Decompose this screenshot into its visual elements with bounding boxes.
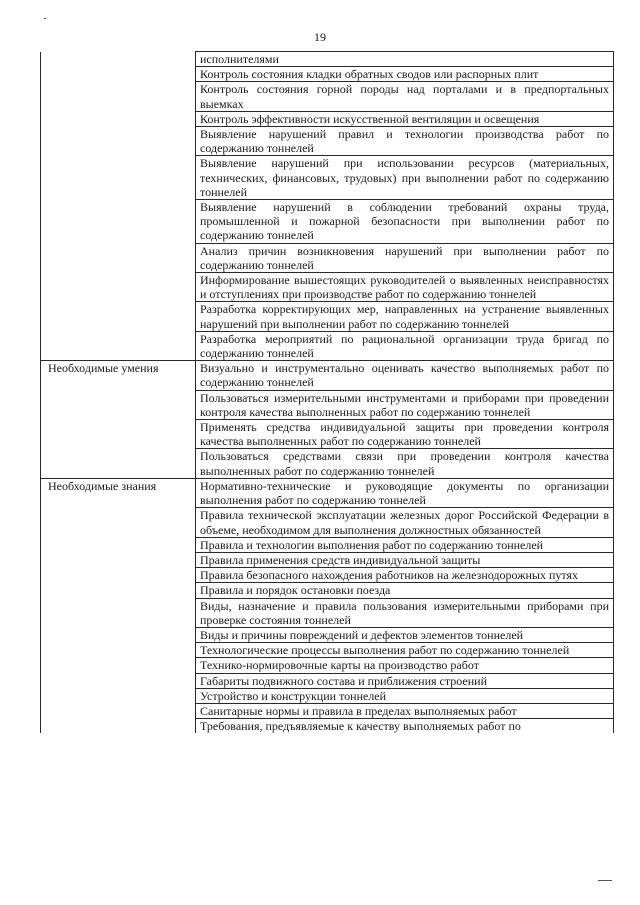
section-label-cell	[41, 703, 196, 718]
table-row	[41, 273, 614, 302]
section-label-cell	[41, 537, 196, 552]
section-label-cell	[41, 673, 196, 688]
section-label-cell	[41, 82, 196, 111]
section-label-cell	[41, 583, 196, 598]
table-row	[41, 598, 614, 627]
scan-speck	[598, 880, 612, 881]
requirement-item: Требования, предъявляемые к качеству выполняемых работ по	[196, 719, 614, 734]
section-label-cell	[41, 273, 196, 302]
requirement-item: Выявление нарушений правил и технологии производства работ по содержанию тоннелей	[196, 127, 614, 156]
section-label-cell	[41, 719, 196, 734]
requirement-item: Пользоваться измерительными инструментами и приборами при проведении контроля качества выполненных работ по содержанию тоннелей	[196, 390, 614, 419]
requirement-item: Разработка корректирующих мер, направленных на устранение выявленных нарушений при выполнении работ по содержанию тоннелей	[196, 302, 614, 331]
requirement-item: Контроль эффективности искусственной вентиляции и освещения	[196, 111, 614, 126]
section-label-cell	[41, 331, 196, 360]
section-label-cell	[41, 568, 196, 583]
requirement-item: Устройство и конструкции тоннелей	[196, 688, 614, 703]
section-label-cell	[41, 643, 196, 658]
table-row	[41, 390, 614, 419]
page-number: 19	[314, 30, 326, 44]
requirement-item: Правила применения средств индивидуальной защиты	[196, 552, 614, 567]
requirement-item: Контроль состояния кладки обратных сводов или распорных плит	[196, 67, 614, 82]
section-label-cell	[41, 200, 196, 244]
section-label-cell	[41, 508, 196, 537]
requirement-item: Виды, назначение и правила пользования измерительными приборами при проверке состояния тоннелей	[196, 598, 614, 627]
table-row	[41, 302, 614, 331]
table-row	[41, 111, 614, 126]
section-label-cell	[41, 449, 196, 478]
table-row	[41, 583, 614, 598]
requirement-item: исполнителями	[196, 52, 614, 67]
table-row	[41, 127, 614, 156]
requirement-item: Разработка мероприятий по рациональной организации труда бригад по содержанию тоннелей	[196, 331, 614, 360]
requirement-item: Визуально и инструментально оценивать качество выполняемых работ по содержанию тоннелей	[196, 361, 614, 390]
requirement-item: Габариты подвижного состава и приближения строений	[196, 673, 614, 688]
requirement-item: Применять средства индивидуальной защиты при проведении контроля качества выполненных работ по содержанию тоннелей	[196, 420, 614, 449]
requirement-item: Информирование вышестоящих руководителей о выявленных неисправностях и отступлениях при производстве работ по содержанию тоннелей	[196, 273, 614, 302]
table-row	[41, 243, 614, 272]
requirement-item: Виды и причины повреждений и дефектов элементов тоннелей	[196, 627, 614, 642]
requirements-table	[40, 51, 614, 733]
section-label-cell	[41, 52, 196, 67]
table-row	[41, 719, 614, 734]
requirement-item: Правила и технологии выполнения работ по содержанию тоннелей	[196, 537, 614, 552]
requirement-item: Правила безопасного нахождения работников на железнодорожных путях	[196, 568, 614, 583]
requirement-item: Правила и порядок остановки поезда	[196, 583, 614, 598]
requirement-item: Правила технической эксплуатации железных дорог Российской Федерации в объеме, необходимом для выполнения должностных обязанностей	[196, 508, 614, 537]
table-row	[41, 552, 614, 567]
section-label-cell	[41, 658, 196, 673]
table-row	[41, 643, 614, 658]
table-row	[41, 658, 614, 673]
section-label-cell	[41, 302, 196, 331]
table-row	[41, 82, 614, 111]
table-row	[41, 478, 614, 507]
requirement-item: Контроль состояния горной породы над порталами и в предпортальных выемках	[196, 82, 614, 111]
section-label-cell: Необходимые знания	[41, 478, 196, 507]
section-label-cell	[41, 598, 196, 627]
table-row	[41, 156, 614, 200]
requirement-item: Анализ причин возникновения нарушений при выполнении работ по содержанию тоннелей	[196, 243, 614, 272]
table-row	[41, 449, 614, 478]
table-row	[41, 200, 614, 244]
section-label-cell	[41, 67, 196, 82]
table-row	[41, 508, 614, 537]
requirements-table-body	[41, 52, 614, 734]
requirement-item: Выявление нарушений при использовании ресурсов (материальных, технических, финансовых, трудовых) при выполнении работ по содержанию тоннелей	[196, 156, 614, 200]
table-row	[41, 52, 614, 67]
requirement-item: Нормативно-технические и руководящие документы по организации выполнения работ по содержанию тоннелей	[196, 478, 614, 507]
requirement-item: Технологические процессы выполнения работ по содержанию тоннелей	[196, 643, 614, 658]
table-row	[41, 703, 614, 718]
section-label-cell	[41, 127, 196, 156]
table-row	[41, 67, 614, 82]
requirement-item: Выявление нарушений в соблюдении требований охраны труда, промышленной и пожарной безопасности при выполнении работ по содержанию тоннелей	[196, 200, 614, 244]
section-label-cell	[41, 390, 196, 419]
table-row	[41, 688, 614, 703]
table-row	[41, 627, 614, 642]
section-label-cell	[41, 627, 196, 642]
section-label-cell	[41, 688, 196, 703]
table-row	[41, 673, 614, 688]
requirement-item: Технико-нормировочные карты на производство работ	[196, 658, 614, 673]
section-label-cell	[41, 156, 196, 200]
section-label-cell: Необходимые умения	[41, 361, 196, 390]
table-row	[41, 361, 614, 390]
table-row	[41, 568, 614, 583]
section-label-cell	[41, 420, 196, 449]
table-row	[41, 331, 614, 360]
requirement-item: Санитарные нормы и правила в пределах выполняемых работ	[196, 703, 614, 718]
table-row	[41, 537, 614, 552]
section-label-cell	[41, 552, 196, 567]
section-label-cell	[41, 111, 196, 126]
table-row	[41, 420, 614, 449]
requirement-item: Пользоваться средствами связи при проведении контроля качества выполненных работ по содержанию тоннелей	[196, 449, 614, 478]
section-label-cell	[41, 243, 196, 272]
scan-speck	[44, 18, 46, 19]
